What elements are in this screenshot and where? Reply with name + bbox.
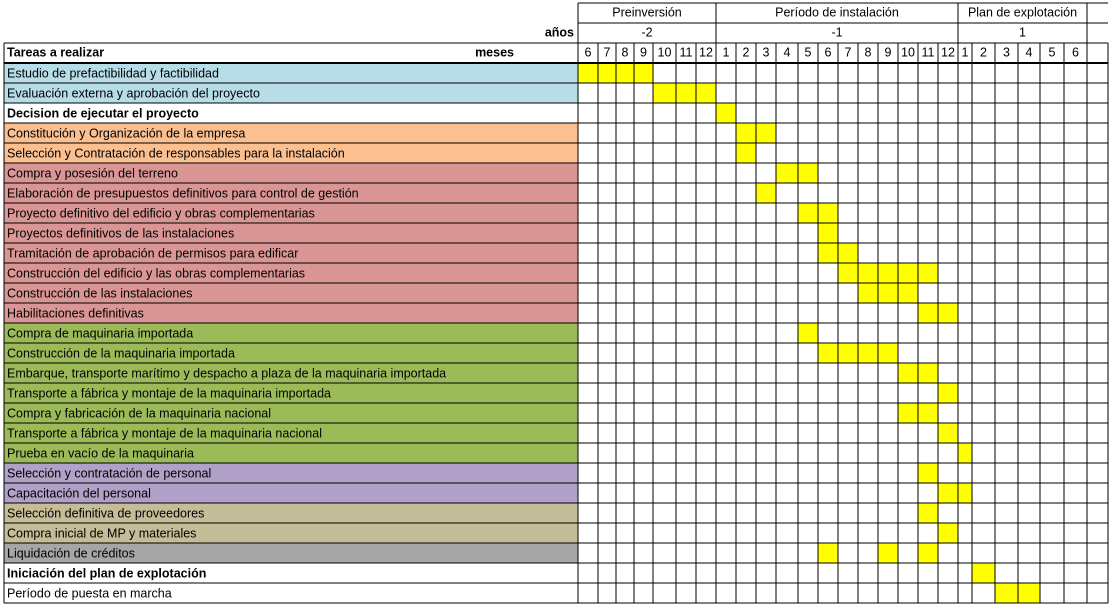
task-bar-cell [756, 123, 776, 143]
month-tick-label: 4 [1025, 45, 1033, 60]
task-label: Liquidación de créditos [7, 546, 135, 561]
task-bar-cell [878, 283, 898, 303]
period-name: Período de instalación [775, 5, 899, 20]
task-label: Proyectos definitivos de las instalaciones [7, 226, 235, 241]
task-label: Selección y Contratación de responsables para la instalación [7, 146, 345, 161]
month-tick-label: 2 [742, 45, 750, 60]
month-tick-label: 10 [657, 45, 672, 60]
task-label: Transporte a fábrica y montaje de la maquinaria nacional [7, 426, 322, 441]
task-bar-cell [858, 263, 878, 283]
task-label: Constitución y Organización de la empresa [7, 126, 246, 141]
month-tick-label: 4 [783, 45, 791, 60]
task-bar-cell [918, 403, 938, 423]
period-year: -2 [641, 25, 653, 40]
month-tick-label: 9 [884, 45, 892, 60]
task-bar-cell [736, 123, 756, 143]
task-bar-cell [858, 343, 878, 363]
month-tick-label: 7 [844, 45, 852, 60]
task-bar-cell [798, 163, 818, 183]
task-bar-cell [958, 443, 972, 463]
month-tick-label: 8 [864, 45, 872, 60]
task-label: Habilitaciones definitivas [7, 306, 144, 321]
task-bar-cell [838, 343, 858, 363]
task-label: Proyecto definitivo del edificio y obras complementarias [7, 206, 315, 221]
task-bar-cell [776, 163, 798, 183]
task-bar-cell [898, 403, 918, 423]
task-bar-cell [838, 263, 858, 283]
task-label: Compra y posesión del terreno [7, 166, 178, 181]
years-label: años [544, 25, 574, 40]
months-label: meses [475, 45, 514, 60]
period-year: 1 [1019, 25, 1026, 40]
task-bar-cell [995, 583, 1018, 603]
task-label: Evaluación externa y aprobación del proyecto [7, 86, 260, 101]
task-label: Construcción de la maquinaria importada [7, 346, 235, 361]
task-bar-cell [616, 63, 634, 83]
task-label: Compra de maquinaria importada [7, 326, 194, 341]
task-bar-cell [818, 343, 838, 363]
task-bar-cell [578, 63, 598, 83]
task-bar-cell [878, 343, 898, 363]
task-bar-cell [598, 63, 616, 83]
task-bar-cell [918, 543, 938, 563]
task-bar-cell [1018, 583, 1040, 603]
task-bar-cell [898, 363, 918, 383]
tasks-header-label: Tareas a realizar [7, 45, 105, 60]
task-bar-cell [918, 263, 938, 283]
task-bar-cell [653, 83, 676, 103]
task-label: Embarque, transporte marítimo y despacho a plaza de la maquinaria importada [7, 366, 447, 381]
task-bar-cell [898, 283, 918, 303]
task-bar-cell [938, 523, 958, 543]
task-bar-cell [716, 103, 736, 123]
month-tick-label: 12 [699, 45, 713, 60]
task-label: Compra inicial de MP y materiales [7, 526, 197, 541]
month-tick-label: 8 [621, 45, 629, 60]
month-tick-label: 11 [921, 45, 935, 60]
task-bar-cell [818, 223, 838, 243]
task-bar-cell [918, 303, 938, 323]
task-bar-cell [898, 263, 918, 283]
month-tick-label: 3 [762, 45, 770, 60]
task-bar-cell [918, 363, 938, 383]
task-label: Iniciación del plan de explotación [7, 566, 207, 581]
task-bar-cell [756, 183, 776, 203]
period-year: -1 [831, 25, 843, 40]
task-label: Período de puesta en marcha [7, 586, 172, 601]
task-label: Construcción del edificio y las obras complementarias [7, 266, 306, 281]
month-tick-label: 6 [824, 45, 832, 60]
task-bar-cell [958, 483, 972, 503]
task-label: Selección definitiva de proveedores [7, 506, 205, 521]
task-bar-cell [818, 203, 838, 223]
month-tick-label: 5 [804, 45, 812, 60]
task-bar-cell [938, 383, 958, 403]
period-name: Preinversión [612, 5, 682, 20]
task-bar-cell [634, 63, 653, 83]
task-bar-cell [972, 563, 995, 583]
month-tick-label: 2 [980, 45, 987, 60]
month-tick-label: 5 [1048, 45, 1056, 60]
task-label: Compra y fabricación de la maquinaria nacional [7, 406, 272, 421]
task-bar-cell [918, 503, 938, 523]
month-tick-label: 3 [1003, 45, 1010, 60]
task-bar-cell [938, 303, 958, 323]
month-tick-label: 7 [603, 45, 611, 60]
month-tick-label: 10 [901, 45, 915, 60]
task-bar-cell [878, 263, 898, 283]
month-tick-label: 11 [679, 45, 693, 60]
task-bar-cell [676, 83, 696, 103]
period-name: Plan de explotación [967, 5, 1078, 20]
task-label: Elaboración de presupuestos definitivos para control de gestión [7, 186, 359, 201]
month-tick-label: 6 [584, 45, 592, 60]
month-tick-label: 9 [640, 45, 647, 60]
task-label: Construcción de las instalaciones [7, 286, 193, 301]
task-bar-cell [818, 543, 838, 563]
task-label: Tramitación de aprobación de permisos para edificar [7, 246, 299, 261]
task-label: Prueba en vacío de la maquinaria [7, 446, 194, 461]
task-label: Transporte a fábrica y montaje de la maquinaria importada [7, 386, 332, 401]
task-bar-cell [858, 283, 878, 303]
month-tick-label: 6 [1072, 45, 1079, 60]
month-tick-label: 1 [722, 45, 730, 60]
task-bar-cell [878, 543, 898, 563]
task-label: Selección y contratación de personal [7, 466, 212, 481]
task-label: Decision de ejecutar el proyecto [7, 106, 199, 121]
task-bar-cell [818, 243, 838, 263]
task-bar-cell [938, 423, 958, 443]
task-label: Capacitación del personal [7, 486, 151, 501]
task-bar-cell [798, 323, 818, 343]
task-bar-cell [798, 203, 818, 223]
task-bar-cell [736, 143, 756, 163]
month-tick-label: 12 [941, 45, 955, 60]
task-bar-cell [696, 83, 716, 103]
month-tick-label: 1 [961, 45, 969, 60]
task-bar-cell [938, 483, 958, 503]
task-bar-cell [918, 463, 938, 483]
task-label: Estudio de prefactibilidad y factibilidad [7, 66, 219, 81]
task-bar-cell [838, 243, 858, 263]
